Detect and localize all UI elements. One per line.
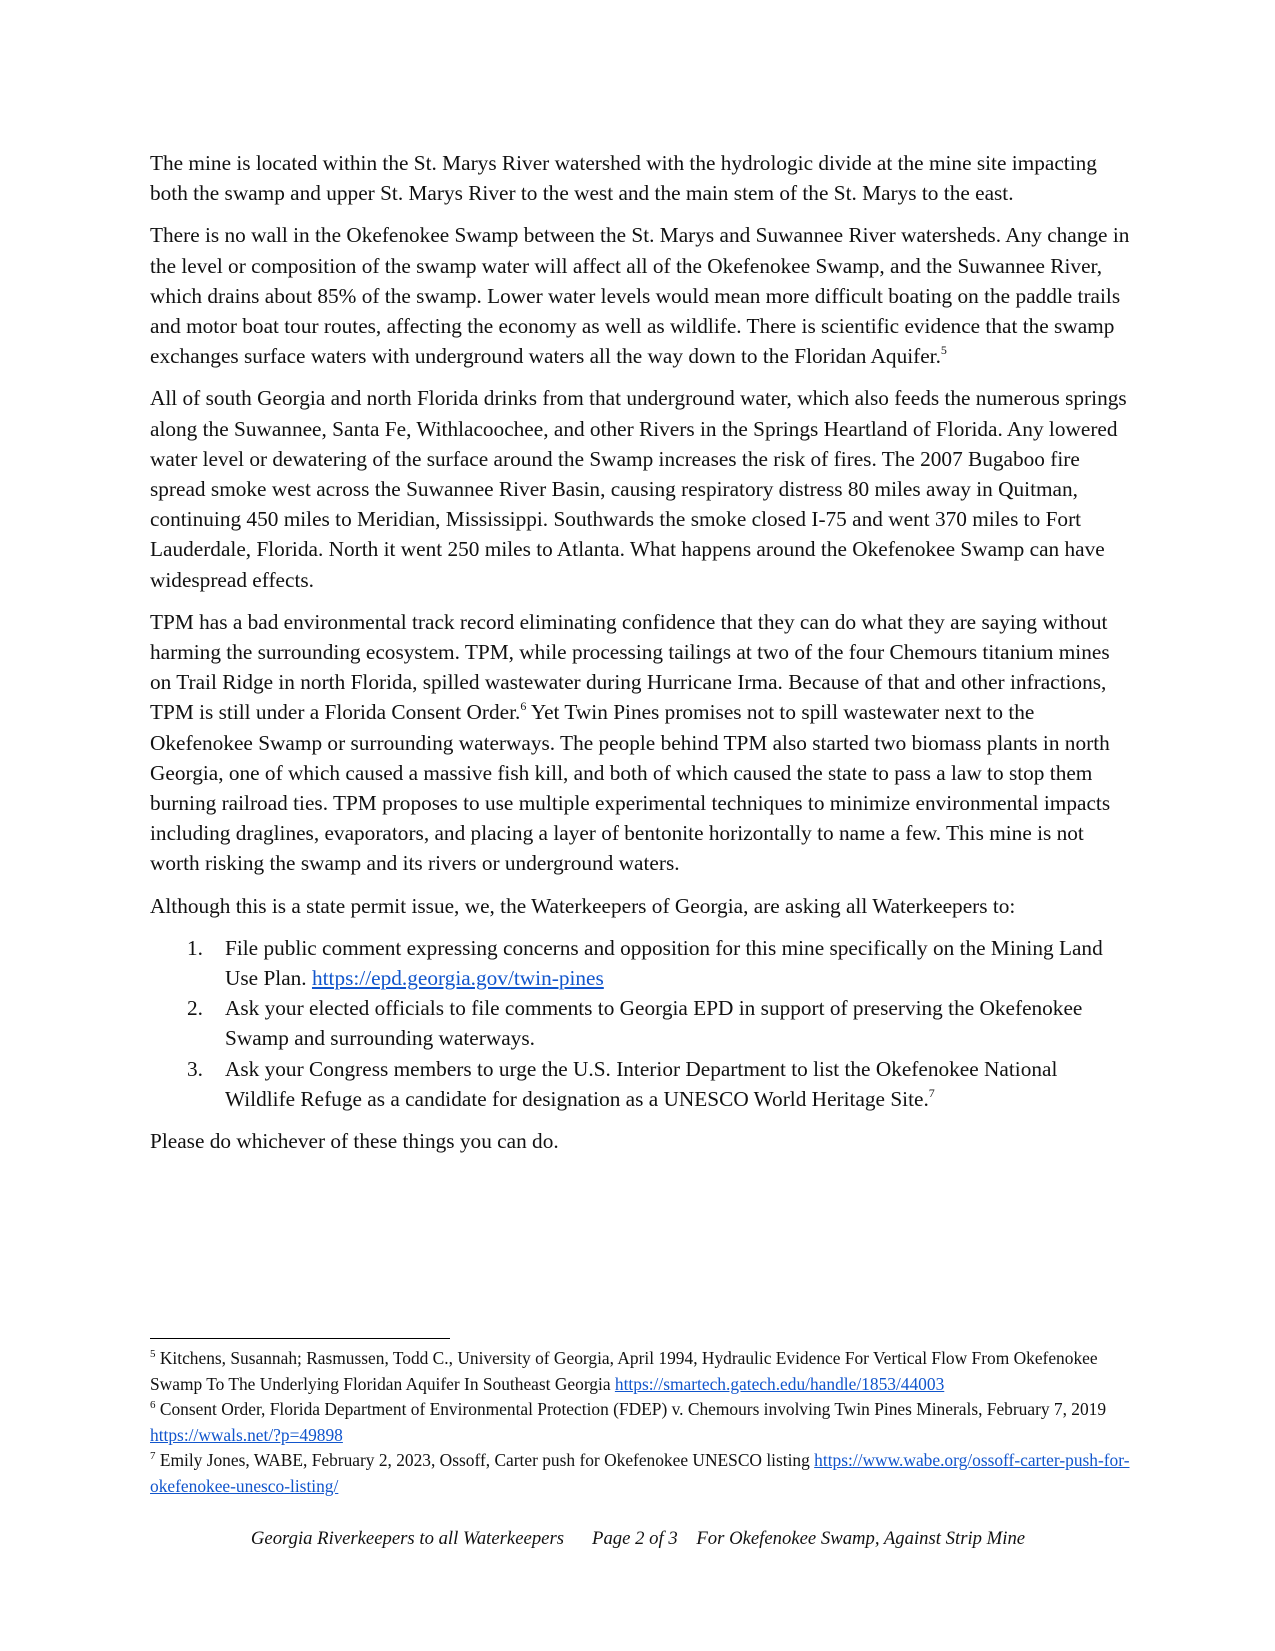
- paragraph-closing: Please do whichever of these things you can do.: [150, 1129, 559, 1154]
- footnote-ref-5[interactable]: 5: [940, 343, 947, 358]
- action-text-1: File public comment expressing concerns and opposition for this mine specifically on the Mining Land Use Plan.: [225, 935, 1103, 991]
- paragraph-tpm-record: [150, 607, 1132, 879]
- paragraph-swamp-water: [150, 220, 1132, 371]
- action-number-2: 2.: [187, 996, 203, 1021]
- paragraph-underground-water: All of south Georgia and north Florida drinks from that underground water, which also feeds the numerous springs along the Suwannee, Santa Fe, Withlacoochee, and other Rivers in the Springs Heartland of Florida. Any lowered water level or dewatering of the surface around the Swamp increases the risk of fires. The 2007 Bugaboo fire spread smoke west across the Suwannee River Basin, causing respiratory distress 80 miles away in Quitman, continuing 450 miles to Meridian, Mississippi. Southwards the smoke closed I-75 and went 370 miles to Fort Lauderdale, Florida. North it went 250 miles to Atlanta. What happens around the Okefenokee Swamp can have widespread effects.: [150, 386, 1127, 592]
- footnote-7-link[interactable]: https://www.wabe.org/ossoff-carter-push-for-okefenokee-unesco-listing/: [150, 1450, 1130, 1496]
- footer-left: Georgia Riverkeepers to all Waterkeepers: [250, 1528, 565, 1549]
- footnote-marker-7: 7: [150, 1450, 156, 1463]
- footnote-7-text: Emily Jones, WABE, February 2, 2023, Ossoff, Carter push for Okefenokee UNESCO listing: [155, 1450, 815, 1471]
- footnote-6: [150, 1397, 1132, 1448]
- footnote-5: [150, 1346, 1132, 1397]
- paragraph-swamp-water-text: There is no wall in the Okefenokee Swamp between the St. Marys and Suwannee River watersheds. Any change in the level or composition of the swamp water will affect all of the Okefenokee Swamp, and the Suwannee River, which drains about 85% of the swamp. Lower water levels would mean more difficult boating on the paddle trails and motor boat tour routes, affecting the economy as well as wildlife. There is scientific evidence that the swamp exchanges surface waters with underground waters all the way down to the Floridan Aquifer.: [150, 223, 1130, 369]
- paragraph-tpm-record-text-a: TPM has a bad environmental track record eliminating confidence that they can do what they are saying without harming the surrounding ecosystem. TPM, while processing tailings at two of the four Chemours titanium mines on Trail Ridge in north Florida, spilled wastewater during Hurricane Irma. Because of that and other infractions, TPM is still under a Florida Consent Order.: [150, 609, 1110, 725]
- body-text: [150, 148, 1132, 1168]
- action-number-1: 1.: [187, 935, 203, 960]
- action-item-2: [187, 993, 1132, 1053]
- twin-pines-epd-link[interactable]: https://epd.georgia.gov/twin-pines: [311, 966, 604, 991]
- footnote-marker-6: 6: [150, 1399, 156, 1412]
- action-text-2: Ask your elected officials to file comments to Georgia EPD in support of preserving the Okefenokee Swamp and surrounding waterways.: [225, 996, 1083, 1051]
- action-item-3: [187, 1054, 1132, 1114]
- running-footer: [150, 1528, 1126, 1550]
- footnote-7: [150, 1448, 1132, 1499]
- footnote-5-text: Kitchens, Susannah; Rasmussen, Todd C., University of Georgia, April 1994, Hydraulic Evidence For Vertical Flow From Okefenokee Swamp To The Underlying Floridan Aquifer In Southeast Georgia: [150, 1348, 1098, 1394]
- footnote-ref-7[interactable]: 7: [928, 1085, 935, 1100]
- action-number-3: 3.: [187, 1056, 203, 1081]
- footnote-ref-6[interactable]: 6: [520, 699, 527, 714]
- paragraph-tpm-record-text-b: Yet Twin Pines promises not to spill wastewater next to the Okefenokee Swamp or surrounding waterways. The people behind TPM also started two biomass plants in north Georgia, one of which caused a massive fish kill, and both of which caused the state to pass a law to stop them burning railroad ties. TPM proposes to use multiple experimental techniques to minimize environmental impacts including draglines, evaporators, and placing a layer of bentonite horizontally to name a few. This mine is not worth risking the swamp and its rivers or underground waters.: [150, 700, 1111, 876]
- footnote-5-link[interactable]: https://smartech.gatech.edu/handle/1853/44003: [614, 1373, 945, 1394]
- action-list: [150, 933, 1132, 1114]
- action-text-3: Ask your Congress members to urge the U.S. Interior Department to list the Okefenokee National Wildlife Refuge as a candidate for designation as a UNESCO World Heritage Site.: [225, 1056, 1058, 1111]
- footnote-marker-5: 5: [150, 1348, 156, 1360]
- footer-page-number: Page 2 of 3: [592, 1528, 678, 1549]
- action-item-1: [187, 933, 1132, 993]
- footer-right: For Okefenokee Swamp, Against Strip Mine: [696, 1528, 1026, 1549]
- footnote-6-link[interactable]: https://wwals.net/?p=49898: [150, 1424, 343, 1445]
- footnote-6-text: Consent Order, Florida Department of Environmental Protection (FDEP) v. Chemours involving Twin Pines Minerals, February 7, 2019: [155, 1399, 1107, 1420]
- footnotes: [150, 1346, 1132, 1500]
- paragraph-request: Although this is a state permit issue, we, the Waterkeepers of Georgia, are asking all Waterkeepers to:: [150, 893, 1016, 918]
- footnote-divider: [150, 1338, 450, 1339]
- paragraph-watershed: The mine is located within the St. Marys River watershed with the hydrologic divide at the mine site impacting both the swamp and upper St. Marys River to the west and the main stem of the St. Marys to the east.: [150, 151, 1097, 206]
